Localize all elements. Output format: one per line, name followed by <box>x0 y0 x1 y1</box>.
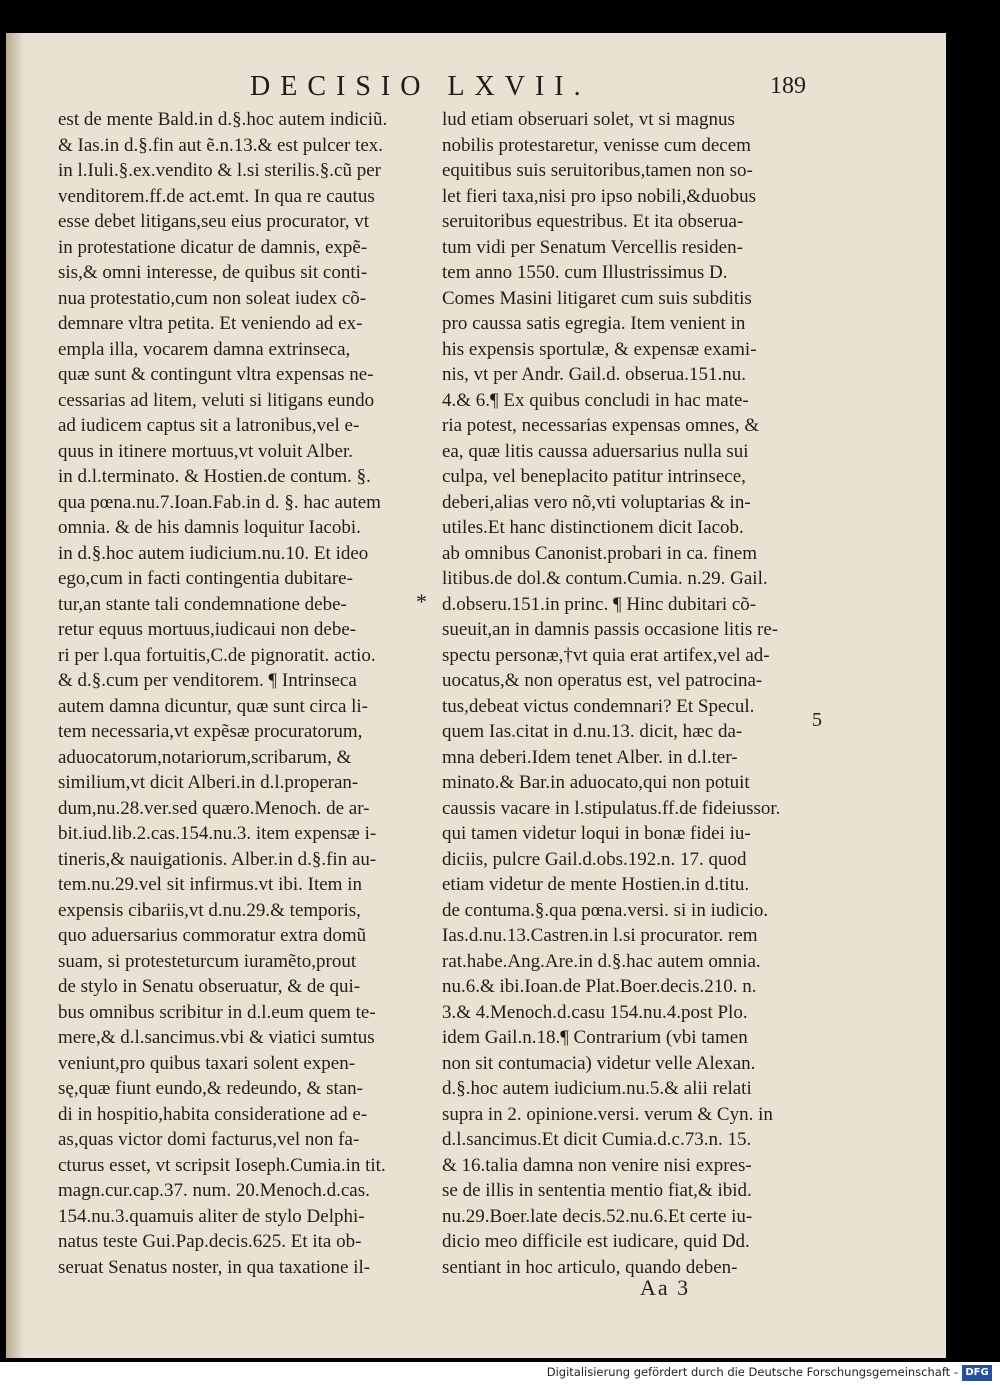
margin-asterisk: * <box>416 589 427 614</box>
text-line: veniunt,pro quibus taxari solent expen- <box>58 1052 356 1074</box>
text-line: nu.29.Boer.late decis.52.nu.6.Et certe iu- <box>442 1205 753 1227</box>
text-line: nis, vt per Andr. Gail.d. obserua.151.nu. <box>442 364 746 385</box>
dfg-logo: DFG <box>962 1365 992 1381</box>
text-line: quus in itinere mortuus,vt voluit Alber. <box>58 440 354 462</box>
text-line: di in hospitio,habita consideratione ad e- <box>58 1103 368 1125</box>
text-line: natus teste Gui.Pap.decis.625. Et ita ob- <box>58 1231 362 1252</box>
text-line: as,quas victor domi facturus,vel non fa- <box>58 1129 360 1150</box>
text-line: bus omnibus scribitur in d.l.eum quem te- <box>58 1001 376 1023</box>
text-line: in d.l.terminato. & Hostien.de contum. §. <box>58 466 371 487</box>
text-line: qui tamen videtur loqui in bonæ fidei iu- <box>442 823 751 844</box>
text-line: expensis cibariis,vt d.nu.29.& temporis, <box>58 899 361 921</box>
text-line: 3.& 4.Menoch.d.casu 154.nu.4.post Plo. <box>442 1001 748 1023</box>
left-text-column <box>58 107 404 1280</box>
text-line: esse debet litigans,seu eius procurator, vt <box>58 211 370 232</box>
text-line: de contuma.§.qua pœna.versi. si in iudicio. <box>442 899 769 921</box>
text-line: mere,& d.l.sancimus.vbi & viatici sumtus <box>58 1027 375 1048</box>
text-line: seruitoribus equestribus. Et ita obserua- <box>442 211 744 232</box>
text-line: ad iudicem captus sit a latronibus,vel e- <box>58 415 360 436</box>
text-line: omnia. & de his damnis loquitur Iacobi. <box>58 517 361 538</box>
page-number: 189 <box>770 73 806 99</box>
text-line: Ias.d.nu.13.Castren.in l.si procurator. rem <box>442 925 758 946</box>
right-text-column <box>442 107 828 1280</box>
text-line: demnare vltra petita. Et veniendo ad ex- <box>58 313 363 334</box>
text-line: diciis, pulcre Gail.d.obs.192.n. 17. quod <box>442 848 747 870</box>
text-line: ego,cum in facti contingentia dubitare- <box>58 568 353 589</box>
text-line: & 16.talia damna non venire nisi expres- <box>442 1154 752 1176</box>
text-line: tem anno 1550. cum Illustrissimus D. <box>442 262 728 283</box>
text-line: idem Gail.n.18.¶ Contrarium (vbi tamen <box>442 1027 748 1048</box>
signature-mark: Aa 3 <box>640 1275 691 1300</box>
text-line: bit.iud.lib.2.cas.154.nu.3. item expensæ i- <box>58 823 377 844</box>
text-line: cessarias ad litem, veluti si litigans eundo <box>58 389 375 411</box>
funding-notice: Digitalisierung gefördert durch die Deutsche Forschungsgemeinschaft - <box>546 1365 958 1379</box>
running-title: DECISIO LXVII. <box>250 71 591 102</box>
text-line: dicio meo difficile est iudicare, quid Dd. <box>442 1231 750 1252</box>
text-line: equitibus suis seruitoribus,tamen non so- <box>442 160 753 181</box>
text-line: minato.& Bar.in aduocato,qui non potuit <box>442 772 750 793</box>
text-line: sueuit,an in damnis passis occasione litis re- <box>442 619 779 640</box>
text-line: ab omnibus Canonist.probari in ca. finem <box>442 542 758 564</box>
text-line: ri per l.qua fortuitis,C.de pignoratit. actio. <box>58 644 376 666</box>
book-page <box>6 33 946 1358</box>
text-line: utiles.Et hanc distinctionem dicit Iacob. <box>442 517 744 538</box>
text-line: culpa, vel beneplacito patitur intrinsece, <box>442 466 746 487</box>
text-line: empla illa, vocarem damna extrinseca, <box>58 338 351 360</box>
text-line: quem Ias.citat in d.nu.13. dicit, hæc da- <box>442 721 743 742</box>
text-line: ria potest, necessarias expensas omnes, & <box>442 415 760 436</box>
text-line: est de mente Bald.in d.§.hoc autem indiciũ. <box>58 109 388 130</box>
text-line: litibus.de dol.& contum.Cumia. n.29. Gail. <box>442 568 768 589</box>
text-line: magn.cur.cap.37. num. 20.Menoch.d.cas. <box>58 1180 370 1201</box>
text-line: supra in 2. opinione.versi. verum & Cyn. in <box>442 1103 773 1125</box>
text-line: non sit contumacia) videtur velle Alexan. <box>442 1052 756 1074</box>
text-line: let fieri taxa,nisi pro ipso nobili,&duobus <box>442 185 756 207</box>
text-line: deberi,alias vero nõ,vti voluptarias & in- <box>442 491 751 513</box>
text-line: Comes Masini litigaret cum suis subditis <box>442 287 752 309</box>
text-line: sis,& omni interesse, de quibus sit conti- <box>58 262 368 283</box>
text-line: quæ sunt & contingunt vltra expensas ne- <box>58 364 374 385</box>
footer-bar <box>0 1362 1000 1385</box>
text-line: cturus esset, vt scripsit Ioseph.Cumia.in tit. <box>58 1154 386 1176</box>
text-line: de stylo in Senatu obseruatur, & de qui- <box>58 976 361 997</box>
text-line: lud etiam obseruari solet, vt si magnus <box>442 109 735 130</box>
text-line: & Ias.in d.§.fin aut ẽ.n.13.& est pulcer tex. <box>58 134 384 156</box>
text-line: tem necessaria,vt expẽsæ procuratorum, <box>58 721 363 742</box>
text-line: uocatus,& non operatus est, vel patrocina- <box>442 670 763 691</box>
text-line: tem.nu.29.vel sit infirmus.vt ibi. Item in <box>58 874 362 895</box>
page-header <box>6 71 946 107</box>
text-line: rat.habe.Ang.Are.in d.§.hac autem omnia. <box>442 950 761 972</box>
text-line: in l.Iuli.§.ex.vendito & l.si sterilis.§.cũ per <box>58 160 381 181</box>
text-line: etiam videtur de mente Hostien.in d.titu. <box>442 874 750 895</box>
text-line: & d.§.cum per venditorem. ¶ Intrinseca <box>58 670 357 691</box>
text-line: aduocatorum,notariorum,scribarum, & <box>58 746 352 768</box>
text-line: pro caussa satis egregia. Item venient in <box>442 313 746 334</box>
text-line: quo aduersarius commoratur extra domũ <box>58 925 367 946</box>
text-line: d.l.sancimus.Et dicit Cumia.d.c.73.n. 15. <box>442 1129 752 1150</box>
text-line: autem damna dicuntur, quæ sunt circa li- <box>58 695 369 717</box>
text-line: qua pœna.nu.7.Ioan.Fab.in d. §. hac autem <box>58 491 381 513</box>
text-line: in protestatione dicatur de damnis, expẽ- <box>58 236 368 258</box>
text-line: similium,vt dicit Alberi.in d.l.properan- <box>58 772 359 793</box>
text-line: venditorem.ff.de act.emt. In qua re cautus <box>58 185 375 207</box>
text-line: tus,debeat victus condemnari? Et Specul. <box>442 695 755 717</box>
text-line: tineris,& nauigationis. Alber.in d.§.fin au- <box>58 848 377 870</box>
text-line: dum,nu.28.ver.sed quæro.Menoch. de ar- <box>58 797 370 819</box>
page-gutter-shadow <box>6 33 24 1358</box>
text-line: ea, quæ litis caussa aduersarius nulla sui <box>442 440 749 462</box>
text-line: nua protestatio,cum non soleat iudex cõ- <box>58 287 367 309</box>
text-line: tum vidi per Senatum Vercellis residen- <box>442 236 743 258</box>
text-line: tur,an stante tali condemnatione debe- <box>58 593 347 615</box>
text-line: 154.nu.3.quamuis aliter de stylo Delphi- <box>58 1205 365 1227</box>
text-line: sentiant in hoc articulo, quando deben- <box>442 1256 738 1278</box>
text-line: retur equus mortuus,iudicaui non debe- <box>58 619 357 640</box>
text-line: 4.& 6.¶ Ex quibus concludi in hac mate- <box>442 389 749 411</box>
text-line: d.obseru.151.in princ. ¶ Hinc dubitari cõ- <box>442 593 757 615</box>
text-line: spectu personæ,†vt quia erat artifex,vel ad- <box>442 644 770 666</box>
text-line: in d.§.hoc autem iudicium.nu.10. Et ideo <box>58 542 369 564</box>
text-line: nu.6.& ibi.Ioan.de Plat.Boer.decis.210. n. <box>442 976 757 997</box>
text-line: nobilis protestaretur, venisse cum decem <box>442 134 751 156</box>
text-line: seruat Senatus noster, in qua taxatione il- <box>58 1256 371 1278</box>
text-line: his expensis sportulæ, & expensæ exami- <box>442 338 757 360</box>
text-line: sę,quæ fiunt eundo,& redeundo, & stan- <box>58 1078 364 1099</box>
text-line: d.§.hoc autem iudicium.nu.5.& alii relati <box>442 1078 752 1099</box>
text-line: suam, si protesteturcum iuramẽto,prout <box>58 950 357 972</box>
text-line: caussis vacare in l.stipulatus.ff.de fideiussor. <box>442 797 781 819</box>
margin-note-number: 5 <box>812 709 822 731</box>
text-line: se de illis in sententia mentio fiat,& ibid. <box>442 1180 752 1201</box>
text-line: mna deberi.Idem tenet Alber. in d.l.ter- <box>442 746 738 768</box>
